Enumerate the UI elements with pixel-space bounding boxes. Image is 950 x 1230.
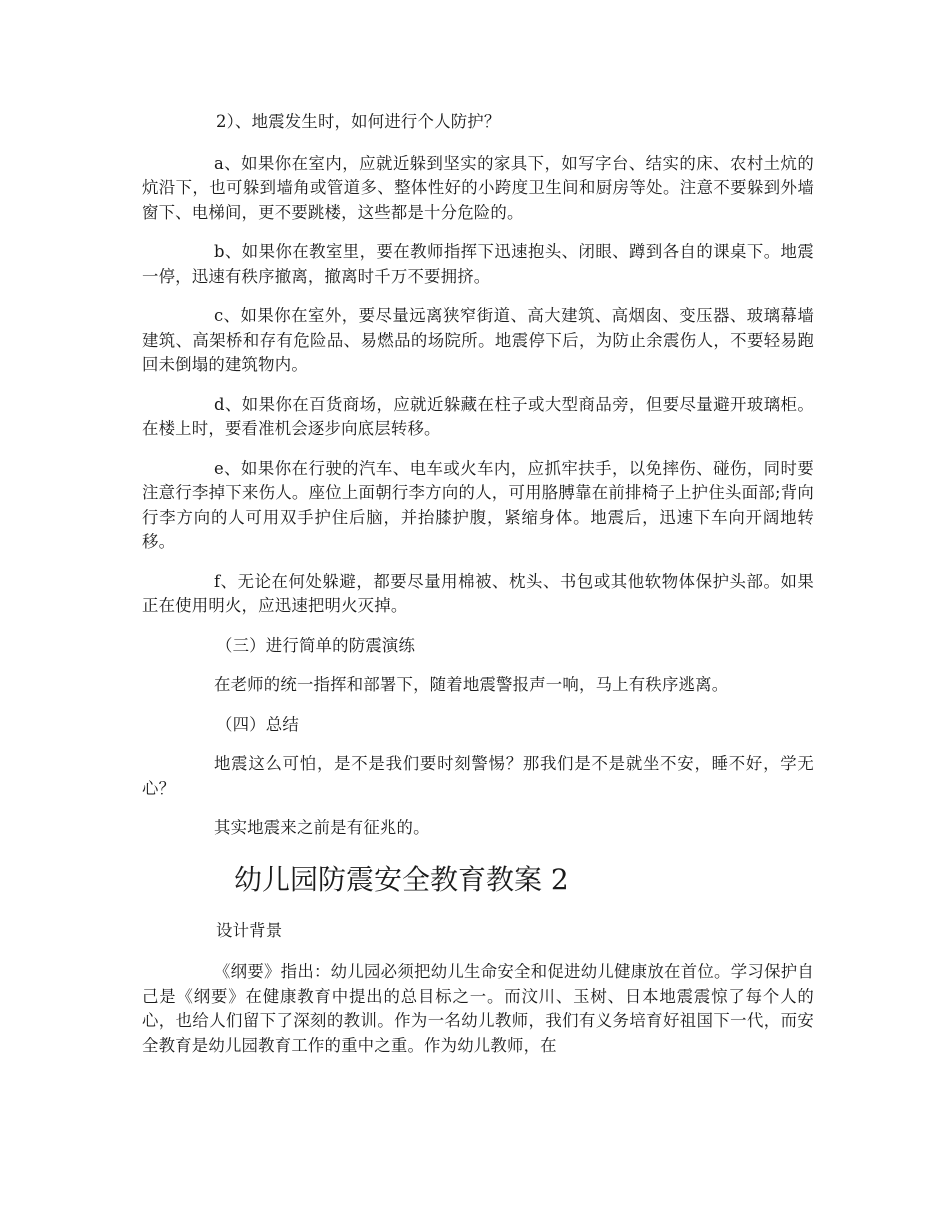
design-background-heading: 设计背景 (216, 920, 283, 940)
paragraph-item-b: b、如果你在教室里，要在教师指挥下迅速抱头、闭眼、蹲到各自的课桌下。地震一停，迅速有秩序撤离，撤离时千万不要拥挤。 (142, 242, 814, 286)
paragraph-drill: 在老师的统一指挥和部署下，随着地震警报声一响，马上有秩序逃离。 (214, 675, 729, 694)
paragraph-item-f: f、无论在何处躲避，都要尽量用棉被、枕头、书包或其他软物体保护头部。如果正在使用明火，应迅速把明火灭掉。 (142, 571, 814, 615)
question-heading: 2）、地震发生时，如何进行个人防护？ (216, 112, 501, 131)
section-heading-summary: （四）总结 (216, 714, 299, 734)
document-body (142, 110, 814, 1058)
paragraph-summary-1: 地震这么可怕，是不是我们要时刻警惕？那我们是不是就坐不安，睡不好，学无心？ (142, 754, 814, 798)
paragraph-item-e: e、如果你在行驶的汽车、电车或火车内，应抓牢扶手，以免摔伤、碰伤，同时要注意行李掉下来伤人。座位上面朝行李方向的人，可用胳膊靠在前排椅子上护住头面部;背向行李方向的人可用双手护住后脑，并抬膝护腹，紧缩身体。地震后，迅速下车向开阔地转移。 (142, 458, 814, 551)
paragraph-item-d: d、如果你在百货商场，应就近躲藏在柱子或大型商品旁，但要尽量避开玻璃柜。在楼上时，要看准机会逐步向底层转移。 (142, 394, 814, 438)
lesson-title: 幼儿园防震安全教育教案 2 (234, 862, 569, 896)
paragraph-summary-2: 其实地震来之前是有征兆的。 (214, 818, 430, 837)
paragraph-item-a: a、如果你在室内，应就近躲到坚实的家具下，如写字台、结实的床、农村土炕的炕沿下，也可躲到墙角或管道多、整体性好的小跨度卫生间和厨房等处。注意不要躲到外墙窗下、电梯间，更不要跳楼，这些都是十分危险的。 (142, 153, 814, 222)
paragraph-design-background: 《纲要》指出：幼儿园必须把幼儿生命安全和促进幼儿健康放在首位。学习保护自己是《纲要》在健康教育中提出的总目标之一。而汶川、玉树、日本地震震惊了每个人的心，也给人们留下了深刻的教训。作为一名幼儿教师，我们有义务培育好祖国下一代，而安全教育是幼儿园教育工作的重中之重。作为幼儿教师，在 (142, 962, 814, 1055)
paragraph-item-c: c、如果你在室外，要尽量远离狭窄街道、高大建筑、高烟囱、变压器、玻璃幕墙建筑、高架桥和存有危险品、易燃品的场院所。地震停下后，为防止余震伤人，不要轻易跑回未倒塌的建筑物内。 (142, 306, 814, 374)
section-heading-drill: （三）进行简单的防震演练 (216, 635, 416, 655)
